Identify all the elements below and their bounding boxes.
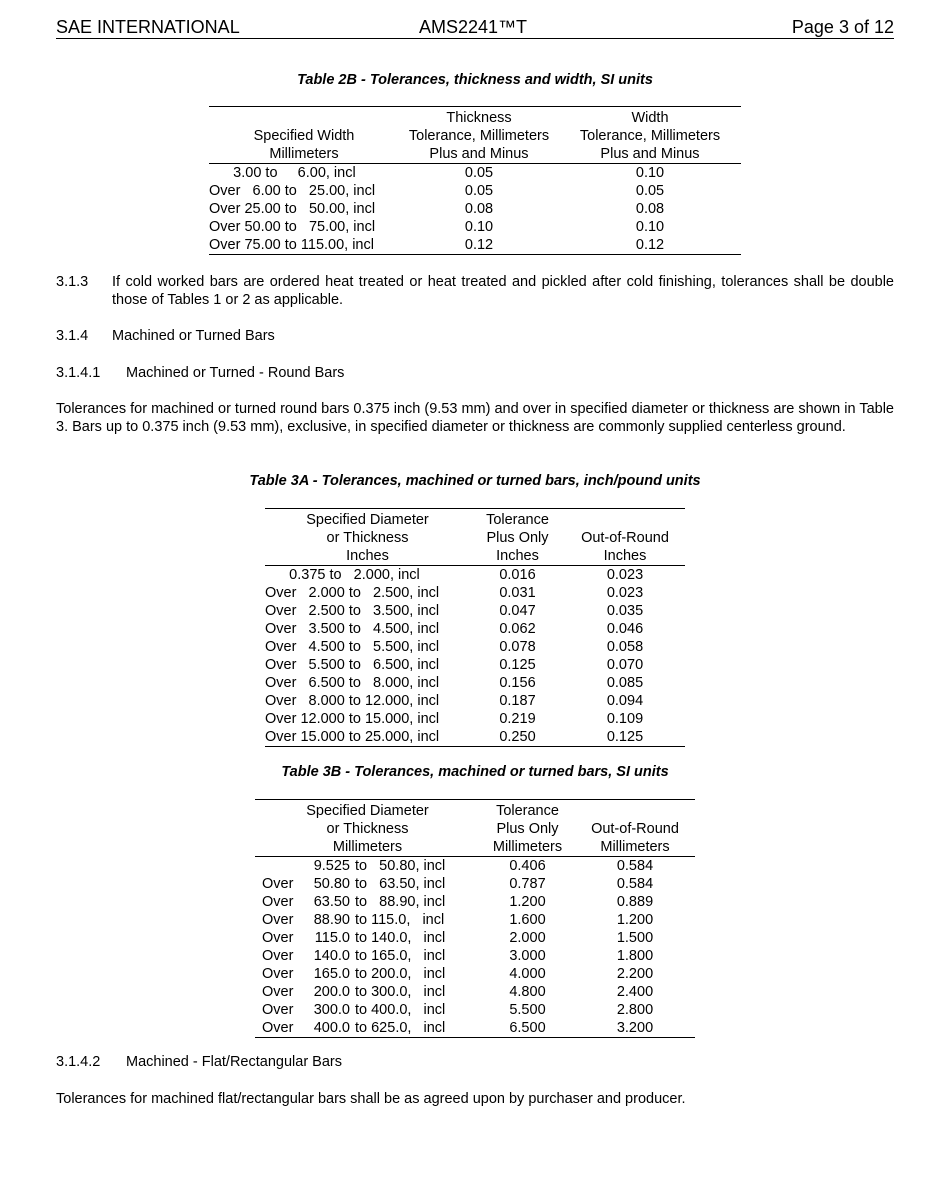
table-row [265, 728, 685, 747]
t3b-tolerance: 2.000 [509, 930, 546, 946]
t3b-from: 400.0 [302, 1019, 350, 1038]
t3b-tolerance: 0.406 [509, 858, 546, 874]
t3a-tolerance: 0.062 [499, 621, 536, 637]
t3b-from: 200.0 [313, 984, 350, 1000]
t2b-range: Over 6.00 to 25.00, incl [209, 183, 376, 199]
table-3b-title: Table 3B - Tolerances, machined or turned bars, SI units [281, 764, 669, 780]
t3a-h1-line2: or Thickness [326, 530, 409, 546]
table-3a-title: Table 3A - Tolerances, machined or turned bars, inch/pound units [249, 473, 701, 489]
table-row [265, 692, 685, 710]
t3b-to: to 115.0, incl [355, 912, 445, 928]
t3b-h1-line3: Millimeters [255, 838, 480, 857]
t2b-width: 0.10 [635, 219, 665, 235]
header-page-number: Page 3 of 12 [791, 17, 894, 37]
t3a-h1-line3: Inches [265, 547, 470, 566]
t3b-h1-line1: Specified Diameter [255, 800, 480, 821]
t3b-from: 115.0 [314, 930, 350, 946]
t3b-tolerance: 4.800 [509, 984, 546, 1000]
table-row [255, 875, 695, 893]
section-title: Machined or Turned - Round Bars [126, 365, 345, 381]
t3a-out-of-round: 0.035 [606, 603, 644, 619]
t2b-range: 3.00 to 6.00, incl [209, 165, 356, 181]
t2b-width: 0.05 [635, 183, 665, 199]
t3b-out-of-round: 2.400 [616, 984, 654, 1000]
t3b-tolerance: 5.500 [509, 1002, 546, 1018]
t3a-h3-line3: Inches [565, 547, 685, 566]
t3b-over: Over [262, 894, 294, 910]
t3a-h3-line1 [565, 509, 685, 530]
table-row [255, 1019, 695, 1038]
header-org: SAE INTERNATIONAL [56, 17, 240, 37]
table-row [255, 965, 695, 983]
t2b-range: Over 25.00 to 50.00, incl [209, 201, 376, 217]
section-number: 3.1.4.2 [56, 1054, 101, 1070]
t3b-over: Over [262, 912, 294, 928]
t3b-out-of-round: 1.200 [616, 912, 654, 928]
table-3a [265, 508, 685, 747]
paragraph-flat-bars: Tolerances for machined flat/rectangular bars shall be as agreed upon by purchaser and producer. [56, 1091, 686, 1107]
t3b-h2-line3: Millimeters [480, 838, 575, 857]
t2b-h2-line3: Plus and Minus [399, 145, 559, 164]
section-3-1-4-2 [56, 1053, 894, 1071]
table-3b [255, 799, 695, 1038]
t3a-range: Over 15.000 to 25.000, incl [265, 728, 470, 747]
t3b-over [255, 857, 302, 876]
t3a-out-of-round: 0.085 [606, 675, 644, 691]
t3a-tolerance: 0.016 [499, 567, 536, 583]
t2b-h1-line1 [209, 107, 399, 128]
table-row [255, 893, 695, 911]
t3b-tolerance: 3.000 [509, 948, 546, 964]
t3b-over: Over [262, 1002, 294, 1018]
t3a-out-of-round: 0.058 [606, 639, 644, 655]
t3b-from: 63.50 [313, 894, 350, 910]
t2b-h3-line3: Plus and Minus [559, 145, 741, 164]
t2b-thickness: 0.05 [464, 183, 494, 199]
table-row [265, 566, 685, 585]
table-row [265, 674, 685, 692]
section-number: 3.1.4.1 [56, 365, 101, 381]
table-row [255, 1001, 695, 1019]
t3b-from: 88.90 [313, 912, 350, 928]
t3a-range: 0.375 to 2.000, incl [265, 567, 420, 583]
section-text: If cold worked bars are ordered heat treated or heat treated and pickled after cold finishing, tolerances shall be double those of Tables 1 or 2 as applicable. [112, 274, 894, 308]
table-2b-title: Table 2B - Tolerances, thickness and width, SI units [297, 72, 653, 88]
t2b-thickness: 0.12 [399, 236, 559, 255]
t3b-out-of-round: 3.200 [575, 1019, 695, 1038]
t3b-to: to 140.0, incl [355, 930, 446, 946]
t3a-range: Over 3.500 to 4.500, incl [265, 621, 440, 637]
t3a-range: Over 12.000 to 15.000, incl [265, 711, 440, 727]
t2b-h3-line1: Width [559, 107, 741, 128]
t3a-h3-line2: Out-of-Round [581, 530, 669, 546]
t3a-range: Over 8.000 to 12.000, incl [265, 693, 440, 709]
t3b-out-of-round: 2.800 [616, 1002, 654, 1018]
section-3-1-3 [56, 273, 894, 309]
t3b-tolerance: 4.000 [509, 966, 546, 982]
t3a-range: Over 6.500 to 8.000, incl [265, 675, 440, 691]
t2b-h2-line1: Thickness [399, 107, 559, 128]
t3b-over: Over [262, 930, 294, 946]
table-row [265, 638, 685, 656]
header-doc-id: AMS2241™T [419, 17, 528, 37]
t2b-h1-line2: Specified Width [253, 128, 355, 144]
t3b-from: 9.525 [313, 858, 350, 874]
t2b-h2-line2: Tolerance, Millimeters [408, 128, 550, 144]
t3b-h3-line2: Out-of-Round [591, 821, 679, 837]
section-3-1-4 [56, 327, 894, 345]
t3b-over: Over [262, 876, 294, 892]
t3b-h3-line3: Millimeters [575, 838, 695, 857]
t2b-width: 0.10 [635, 165, 665, 181]
table-row [209, 182, 741, 200]
section-title: Machined or Turned Bars [112, 328, 275, 344]
t3a-h1-line1: Specified Diameter [265, 509, 470, 530]
t2b-h1-line3: Millimeters [209, 145, 399, 164]
t3b-over: Over [262, 966, 294, 982]
table-row [255, 911, 695, 929]
table-row [265, 710, 685, 728]
t3a-out-of-round: 0.046 [606, 621, 644, 637]
t3a-tolerance: 0.219 [499, 711, 536, 727]
t3b-to: to 165.0, incl [355, 948, 446, 964]
t3a-out-of-round: 0.023 [606, 567, 644, 583]
t3a-tolerance: 0.250 [470, 728, 565, 747]
table-row [265, 620, 685, 638]
t3b-out-of-round: 1.500 [616, 930, 654, 946]
t3b-over: Over [262, 948, 294, 964]
t3b-out-of-round: 0.584 [616, 876, 654, 892]
t3b-tolerance: 6.500 [480, 1019, 575, 1038]
t3a-range: Over 4.500 to 5.500, incl [265, 639, 440, 655]
t2b-width: 0.08 [635, 201, 665, 217]
t3b-to: to 63.50, incl [355, 876, 446, 892]
t3a-tolerance: 0.047 [499, 603, 536, 619]
t3b-h1-line2: or Thickness [326, 821, 409, 837]
table-row [209, 218, 741, 236]
t3b-to: to 625.0, incl [350, 1019, 480, 1038]
t3b-out-of-round: 0.889 [616, 894, 654, 910]
t3b-over: Over [262, 984, 294, 1000]
t3a-out-of-round: 0.094 [606, 693, 644, 709]
t3b-out-of-round: 1.800 [616, 948, 654, 964]
t3a-out-of-round: 0.070 [606, 657, 644, 673]
table-2b [209, 106, 741, 255]
t3a-out-of-round: 0.023 [606, 585, 644, 601]
section-number: 3.1.3 [56, 274, 89, 290]
t3a-out-of-round: 0.125 [565, 728, 685, 747]
t3a-range: Over 2.000 to 2.500, incl [265, 585, 440, 601]
table-row [255, 983, 695, 1001]
table-row [265, 584, 685, 602]
t3a-tolerance: 0.156 [499, 675, 536, 691]
table-row [255, 947, 695, 965]
section-number: 3.1.4 [56, 328, 89, 344]
table-row [209, 236, 741, 255]
t2b-range: Over 50.00 to 75.00, incl [209, 219, 376, 235]
t3b-out-of-round: 0.584 [616, 858, 654, 874]
section-3-1-4-1 [56, 364, 894, 382]
table-row [265, 602, 685, 620]
table-row [209, 164, 741, 183]
t3b-h3-line1 [575, 800, 695, 821]
t3b-tolerance: 1.600 [509, 912, 546, 928]
t3a-h2-line2: Plus Only [486, 530, 549, 546]
t3b-out-of-round: 2.200 [616, 966, 654, 982]
t3b-from: 140.0 [313, 948, 350, 964]
t3b-from: 300.0 [313, 1002, 350, 1018]
t3a-h2-line1: Tolerance [470, 509, 565, 530]
t3a-range: Over 5.500 to 6.500, incl [265, 657, 440, 673]
t3b-tolerance: 1.200 [509, 894, 546, 910]
t3b-from: 50.80 [313, 876, 350, 892]
t3b-over: Over [255, 1019, 302, 1038]
t3b-h2-line1: Tolerance [480, 800, 575, 821]
table-row [255, 929, 695, 947]
t2b-thickness: 0.08 [464, 201, 494, 217]
t3b-tolerance: 0.787 [509, 876, 546, 892]
t3a-tolerance: 0.078 [499, 639, 536, 655]
t3b-to: to 400.0, incl [355, 1002, 446, 1018]
page-header [56, 17, 894, 39]
table-row [255, 857, 695, 876]
t3a-h2-line3: Inches [470, 547, 565, 566]
t3a-tolerance: 0.125 [499, 657, 536, 673]
t3b-to: to 200.0, incl [355, 966, 446, 982]
t2b-thickness: 0.05 [464, 165, 494, 181]
table-row [265, 656, 685, 674]
t2b-thickness: 0.10 [464, 219, 494, 235]
t3a-range: Over 2.500 to 3.500, incl [265, 603, 440, 619]
t3a-tolerance: 0.187 [499, 693, 536, 709]
t3b-h2-line2: Plus Only [496, 821, 559, 837]
t3b-from: 165.0 [313, 966, 350, 982]
t2b-h3-line2: Tolerance, Millimeters [579, 128, 721, 144]
t3b-to: to 300.0, incl [355, 984, 446, 1000]
t2b-range: Over 75.00 to 115.00, incl [209, 236, 399, 255]
table-row [209, 200, 741, 218]
t2b-width: 0.12 [559, 236, 741, 255]
t3b-to: to 50.80, incl [355, 858, 446, 874]
t3b-to: to 88.90, incl [355, 894, 446, 910]
section-title: Machined - Flat/Rectangular Bars [126, 1054, 342, 1070]
t3a-tolerance: 0.031 [499, 585, 536, 601]
paragraph-round-bars: Tolerances for machined or turned round bars 0.375 inch (9.53 mm) and over in specified diameter or thickness are shown in Table 3. Bars up to 0.375 inch (9.53 mm), exclusive, in specified diameter or thickness are commonly supplied centerless ground. [56, 401, 894, 435]
t3a-out-of-round: 0.109 [606, 711, 644, 727]
